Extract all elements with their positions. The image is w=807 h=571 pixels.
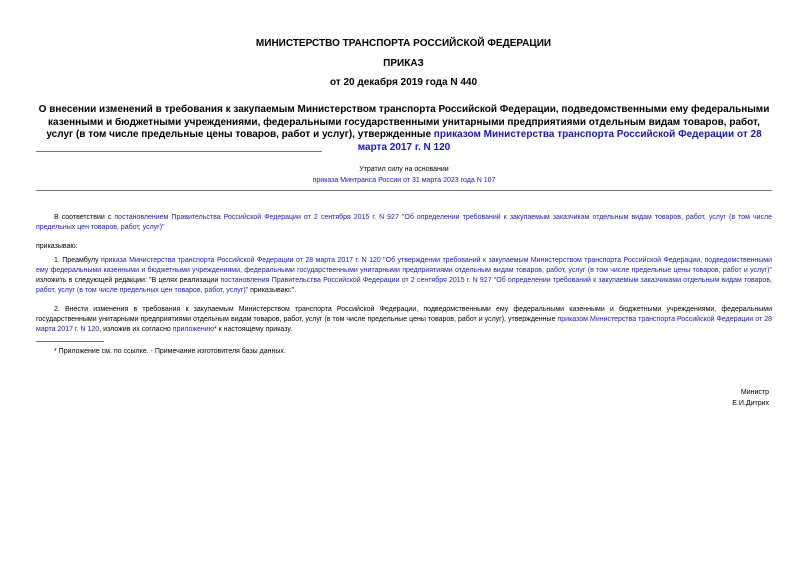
- ministry-heading: МИНИСТЕРСТВО ТРАНСПОРТА РОССИЙСКОЙ ФЕДЕРАЦИИ: [255, 38, 552, 49]
- title-link[interactable]: приказом Министерства транспорта Российской Федерации от 28 марта 2017 г. N 120: [357, 129, 762, 153]
- item-1-paragraph: [36, 256, 772, 296]
- divider-bottom: [36, 190, 772, 191]
- footnote-divider: [36, 341, 104, 342]
- void-notice-line2: [36, 176, 772, 186]
- item-2-link-appendix[interactable]: приложению: [172, 326, 214, 333]
- item-2-link-order[interactable]: приказом Министерства транспорта Российской Федерации от 28 марта 2017 г. N 120: [36, 316, 772, 333]
- void-notice-link[interactable]: приказа Минтранса России от 31 марта 2023 года N 107: [312, 177, 496, 184]
- preamble-link[interactable]: постановлением Правительства Российской Федерации от 2 сентября 2015 г. N 927 "Об определении требований к закупаемым заказчикам отдельным видам товаров, работ, услуг (в том числе предельных цен товаров, работ, услуг)": [36, 214, 772, 231]
- void-notice-line1: Утратил силу на основании: [359, 166, 449, 173]
- signature-position: Министр: [740, 389, 769, 396]
- preamble-paragraph: [36, 213, 772, 233]
- title-text: О внесении изменений в требования к закупаемым Министерством транспорта Российской Федерации, подведомственными ему федеральными казенными и бюджетными учреждениями, федеральными государственными унитарными предприятиями отдельным видам товаров, работ, услуг (в том числе предельные цены товаров, работ и услуг), утвержденные: [38, 104, 770, 140]
- item-1-link-order[interactable]: приказа Министерства транспорта Российской Федерации от 28 марта 2017 г. N 120 "Об утверждении требований к закупаемым Министерством транспорта Российской Федерации, подведомственными ему федеральными казенными и бюджетными учреждениями, федеральными государственными унитарными предприятиями отдельным видам товаров, работ, услуг (в том числе предельные цены товаров, работ и услуг)": [36, 257, 773, 274]
- item-2-paragraph: [36, 305, 772, 335]
- document-title: [36, 104, 772, 154]
- signature-name: Е.И.Дитрих: [732, 400, 769, 407]
- preamble-text: В соответствии с: [54, 214, 115, 221]
- item-2-text-before: 2. Внести изменения в требования к закупаемым Министерством транспорта Российской Федерации, подведомственными ему федеральными казенными и бюджетными учреждениями, федеральными государственными унитарными предприятиями отдельным видам товаров, работ, услуг (в том числе предельные цены товаров, работ и услуг), утвержденные: [36, 306, 772, 323]
- item-1-text-after: приказываю:".: [248, 287, 297, 294]
- document-date-number: от 20 декабря 2019 года N 440: [329, 77, 478, 88]
- item-2-text-middle: , изложив их согласно: [99, 326, 173, 333]
- footnote-text: * Приложение см. по ссылке. - Примечание изготовителя базы данных.: [54, 348, 286, 355]
- item-1-text-before: 1. Преамбулу: [54, 257, 101, 264]
- divider-top: [36, 151, 322, 152]
- item-1-text-middle: изложить в следующей редакции: "В целях реализации: [36, 277, 221, 284]
- item-1-link-resolution[interactable]: постановления Правительства Российской Федерации от 2 сентября 2015 г. N 927 "Об определении требований к закупаемым заказчиками отдельным видам товаров, работ, услуг (в том числе предельных цен товаров, работ, услуг)": [36, 277, 772, 294]
- order-word: приказываю:: [36, 243, 78, 250]
- document-type: ПРИКАЗ: [383, 58, 424, 69]
- item-2-text-after: * к настоящему приказу.: [213, 326, 293, 333]
